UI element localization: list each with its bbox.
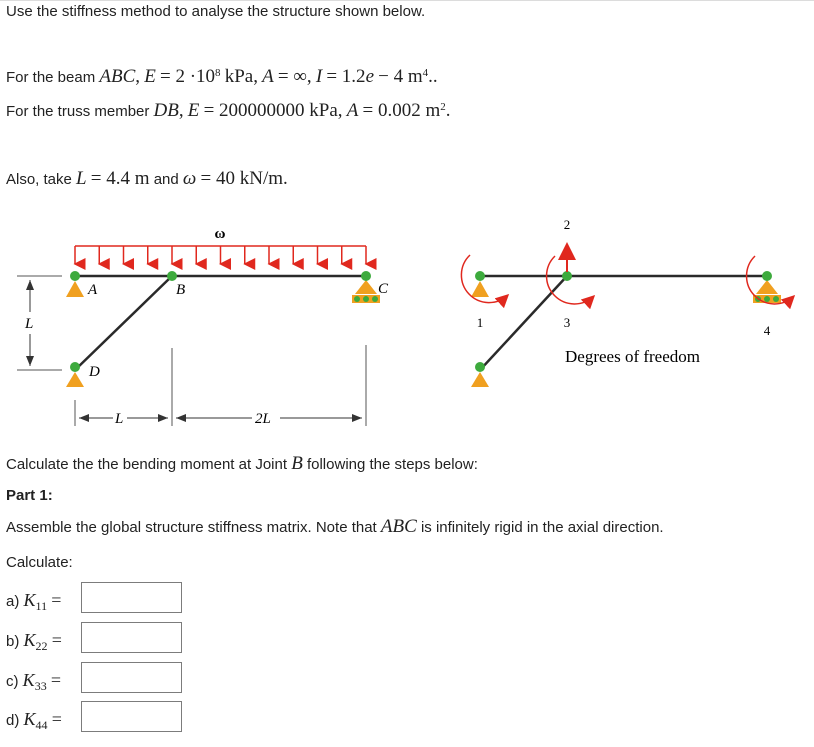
svg-text:L: L bbox=[25, 316, 34, 332]
dof-3-rotation-arrow bbox=[547, 256, 594, 304]
answer-input-k22[interactable] bbox=[81, 622, 182, 653]
parameters-line: Also, take L = 4.4 m and ω = 40 kN/m. bbox=[6, 168, 288, 189]
truss-properties: For the truss member DB, E = 200000000 kPa, A = 0.002 $m^2$. bbox=[6, 100, 451, 121]
dimension-vertical-l bbox=[17, 276, 62, 370]
dof-diagram bbox=[461, 217, 794, 387]
svg-text:1: 1 bbox=[476, 315, 484, 330]
dof-caption: Degrees of freedom bbox=[565, 347, 700, 366]
roller-support-c bbox=[352, 280, 380, 303]
answer-input-k44[interactable] bbox=[81, 701, 182, 732]
answer-label-k33: c) $K_{33}$ = bbox=[6, 670, 62, 693]
svg-text:2: 2 bbox=[563, 217, 571, 232]
dimension-horizontal bbox=[75, 345, 366, 427]
node-b bbox=[167, 271, 177, 281]
calc-prompt: Calculate the the bending moment at Joint B following the steps below: bbox=[6, 453, 478, 474]
beam-properties: For the beam ABC, $E = 2 \cdot 10^8$ kPa, A = ∞, I = 1.2e − 4 $m^4$.. bbox=[6, 66, 438, 87]
label-c: C bbox=[378, 281, 389, 297]
node-d bbox=[70, 362, 80, 372]
answer-label-k44: d) $K_{44}$ = bbox=[6, 709, 62, 732]
pin-support-d bbox=[66, 372, 84, 387]
node-c bbox=[361, 271, 371, 281]
answer-input-k11[interactable] bbox=[81, 582, 182, 613]
svg-text:2L: 2L bbox=[255, 411, 271, 427]
answer-input-k33[interactable] bbox=[81, 662, 182, 693]
svg-text:3: 3 bbox=[563, 315, 571, 330]
instruction-text: Use the stiffness method to analyse the structure shown below. bbox=[6, 3, 426, 20]
part-description: Assemble the global structure stiffness matrix. Note that ABC is infinitely rigid in the axial direction. bbox=[6, 516, 664, 537]
load-label: ω bbox=[214, 226, 226, 242]
pin-support-a bbox=[66, 281, 84, 297]
node-a bbox=[70, 271, 80, 281]
calculate-label: Calculate: bbox=[6, 554, 73, 571]
distributed-load bbox=[75, 246, 366, 264]
answer-label-k11: a) $K_{11}$ = bbox=[6, 590, 62, 613]
label-d: D bbox=[89, 364, 100, 380]
svg-text:4: 4 bbox=[763, 323, 771, 338]
answer-label-k22: b) $K_{22}$ = bbox=[6, 630, 62, 653]
part-title: Part 1: bbox=[6, 487, 53, 504]
label-a: A bbox=[88, 282, 98, 298]
svg-text:L: L bbox=[115, 411, 124, 427]
label-b: B bbox=[176, 282, 186, 298]
